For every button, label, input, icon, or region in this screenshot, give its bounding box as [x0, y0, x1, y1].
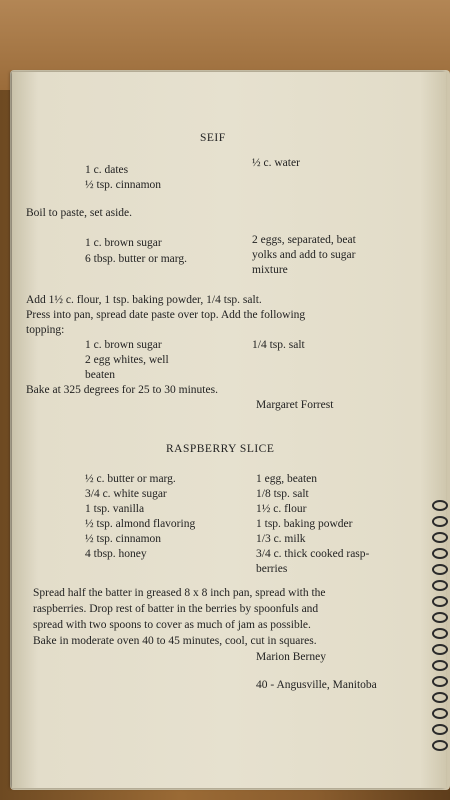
ingredient: ½ tsp. cinnamon — [85, 179, 162, 191]
recipe-author: Margaret Forrest — [256, 399, 334, 411]
ingredient: yolks and add to sugar — [252, 249, 356, 261]
page-footer: 40 - Angusville, Manitoba — [256, 679, 377, 691]
ingredient: 3/4 c. white sugar — [85, 488, 167, 500]
binding-ring-icon — [432, 580, 448, 591]
ingredient: ½ tsp. cinnamon — [85, 533, 162, 545]
ingredient: 1 tsp. baking powder — [256, 518, 353, 530]
ingredient: beaten — [85, 369, 116, 381]
ingredient: mixture — [252, 264, 288, 276]
method-line: raspberries. Drop rest of batter in the berries by spoonfuls and — [33, 603, 319, 615]
method-line: Spread half the batter in greased 8 x 8 inch pan, spread with the — [33, 587, 326, 599]
method-line: Add 1½ c. flour, 1 tsp. baking powder, 1/4 tsp. salt. — [26, 294, 262, 306]
binding-ring-icon — [432, 596, 448, 607]
ingredient: 2 egg whites, well — [85, 354, 169, 366]
ingredient: 3/4 c. thick cooked rasp- — [256, 548, 370, 560]
ingredient: 2 eggs, separated, beat — [252, 234, 356, 246]
ingredient: ½ c. water — [252, 157, 300, 169]
binding-ring-icon — [432, 660, 448, 671]
method-line: spread with two spoons to cover as much of jam as possible. — [33, 619, 311, 631]
binding-ring-icon — [432, 532, 448, 543]
recipe-title-raspberry-slice: RASPBERRY SLICE — [166, 443, 275, 455]
bake-instruction: Bake at 325 degrees for 25 to 30 minutes. — [26, 384, 218, 396]
ingredient: 4 tbsp. honey — [85, 548, 147, 560]
method-line: Bake in moderate oven 40 to 45 minutes, cool, cut in squares. — [33, 635, 317, 647]
binding-ring-icon — [432, 628, 448, 639]
spiral-binding — [428, 80, 448, 780]
binding-ring-icon — [432, 612, 448, 623]
ingredient: 6 tbsp. butter or marg. — [85, 253, 187, 265]
cookbook-page — [12, 72, 446, 788]
ingredient: ½ tsp. almond flavoring — [85, 518, 196, 530]
ingredient: 1/3 c. milk — [256, 533, 306, 545]
ingredient: 1½ c. flour — [256, 503, 307, 515]
recipe-title-seif: SEIF — [200, 132, 226, 144]
binding-ring-icon — [432, 724, 448, 735]
ingredient: ½ c. butter or marg. — [85, 473, 176, 485]
method-line: topping: — [26, 324, 65, 336]
method-step: Boil to paste, set aside. — [26, 207, 133, 219]
binding-ring-icon — [432, 692, 448, 703]
ingredient: 1 c. brown sugar — [85, 237, 162, 249]
binding-ring-icon — [432, 708, 448, 719]
ingredient: 1 c. brown sugar — [85, 339, 162, 351]
method-line: Press into pan, spread date paste over top. Add the following — [26, 309, 306, 321]
recipe-author: Marion Berney — [256, 651, 326, 663]
binding-ring-icon — [432, 548, 448, 559]
binding-ring-icon — [432, 564, 448, 575]
ingredient: 1 egg, beaten — [256, 473, 317, 485]
ingredient: 1/8 tsp. salt — [256, 488, 309, 500]
ingredient: 1 c. dates — [85, 164, 129, 176]
ingredient: berries — [256, 563, 288, 575]
binding-ring-icon — [432, 644, 448, 655]
binding-ring-icon — [432, 740, 448, 751]
ingredient: 1 tsp. vanilla — [85, 503, 145, 515]
ingredient: 1/4 tsp. salt — [252, 339, 305, 351]
binding-ring-icon — [432, 516, 448, 527]
binding-ring-icon — [432, 676, 448, 687]
binding-ring-icon — [432, 500, 448, 511]
